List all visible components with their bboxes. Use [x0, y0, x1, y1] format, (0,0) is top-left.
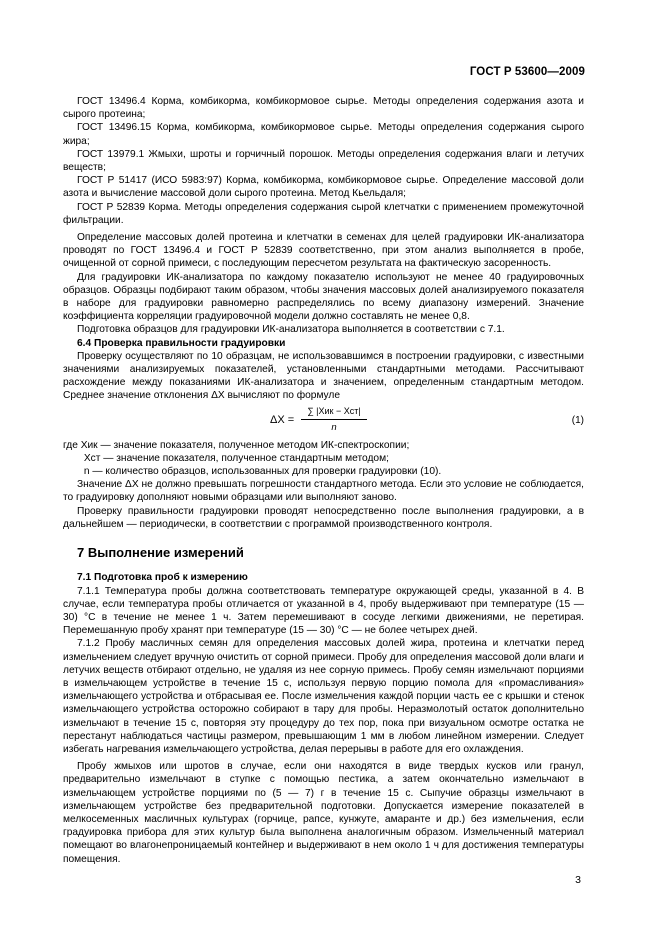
- formula-1: [63, 405, 584, 437]
- section-heading-7-1: 7.1 Подготовка проб к измерению: [77, 572, 248, 584]
- paragraph: Подготовка образцов для градуировки ИК-анализатора выполняется в соответствии с 7.1.: [77, 324, 505, 336]
- paragraph: 7.1.2 Пробу масличных семян для определения массовых долей жира, протеина и клетчатки перед измельчением следует вручную очистить от сорной примеси. Пробу для определения массовой доли влаги и летучих веществ отбирают отдельно, не удаляя из нее сорную примесь. Пробу семян измельчают порциями в измельчающем устройстве в течение 15 с, используя первую порцию помола для «промасливания» измельчающего устройства и отбрасывая ее. После измельчения каждой порции часть ее с крышки и стенок измельчающего устройства осторожно собирают в тару для пробы. Неразмолотый остаток дополнительно измельчают в течение 15 с, повторяя эту процедуру до тех пор, пока при визуальном осмотре остатка не перестанут наблюдаться частицы размером, превышающим 1 мм в любом линейном измерении. Следует избегать нагревания измельчающего устройства, делая перерывы в работе для его охлаждения.: [63, 638, 584, 755]
- where-symbol: Xст —: [83, 452, 114, 464]
- where-line: [63, 439, 584, 452]
- paragraph: Определение массовых долей протеина и клетчатки в семенах для целей градуировки ИК-анализатора проводят по ГОСТ 13496.4 и ГОСТ Р 52839 соответственно, при этом анализ выполняется в пробе, очищенной от сорной примеси, с последующим пересчетом результата на фактическую засоренность.: [63, 232, 584, 270]
- formula-number: (1): [571, 414, 584, 426]
- section-heading-6-4: 6.4 Проверка правильности градуировки: [77, 337, 286, 349]
- where-line: [63, 452, 584, 465]
- where-text: значение показателя, полученное методом ИК-спектроскопии;: [113, 439, 410, 451]
- paragraph: Пробу жмыхов или шротов в случае, если они находятся в виде твердых кусков или гранул, предварительно измельчают в ступке с помощью пестика, а затем окончательно измельчают в измельчающем устройстве порциями по (5 — 7) г в течение 15 с. Сыпучие образцы измельчают в измельчающем устройстве без предварительной подготовки. Допускается измерение показателей в мелкосеменных масличных культурах (горчице, рапсе, кунжуте, амаранте и др.) без измельчения, если градуировка прибора для этих культур была выполнена аналогичным образом. Измельченный материал помещают во влагонепроницаемый контейнер и выдерживают в нем около 1 ч для достижения температуры помещения.: [63, 761, 584, 865]
- paragraph: 7.1.1 Температура пробы должна соответствовать температуре окружающей среды, указанной в 4. В случае, если температура пробы отличается от указанной в 4, пробу выдерживают при температуре (15 — 30) °С в течение не менее 1 ч. Затем перемешивают в сосуде легкими движениями, не перетирая. Перемешанную пробу хранят при температуре (15 — 30) °С — не более четырех дней.: [63, 585, 584, 637]
- paragraph: Значение ΔX не должно превышать погрешности стандартного метода. Если это условие не соблюдается, то градуировку дополняют новыми образцами или выполняют заново.: [63, 479, 584, 504]
- ref-item: ГОСТ Р 52839 Корма. Методы определения содержания сырой клетчатки с применением промежуточной фильтрации.: [63, 201, 584, 226]
- where-symbol: n —: [83, 466, 103, 478]
- ref-item: ГОСТ 13496.4 Корма, комбикорма, комбикормовое сырье. Методы определения содержания азота и сырого протеина;: [63, 96, 584, 121]
- where-text: значение показателя, полученное стандартным методом;: [116, 452, 389, 464]
- ref-item: ГОСТ Р 51417 (ИСО 5983:97) Корма, комбикорма, комбикормовое сырье. Определение массовой доли азота и вычисление массовой доли сырого протеина. Метод Кьельдаля;: [63, 175, 584, 200]
- paragraph: Проверку осуществляют по 10 образцам, не использовавшимся в построении градуировки, с известными значениями анализируемых показателей, установленными стандартными методами. Рассчитывают расхождение между показаниями ИК-анализатора и значением, определенным стандартным методом. Среднее значение отклонения ΔX вычисляют по формуле: [63, 350, 584, 402]
- formula-fraction: [301, 405, 367, 434]
- document-body: [63, 95, 584, 866]
- document-header: ГОСТ Р 53600—2009: [469, 66, 585, 78]
- ref-item: ГОСТ 13979.1 Жмыхи, шроты и горчичный порошок. Методы определения содержания влаги и летучих веществ;: [63, 148, 584, 174]
- where-text: количество образцов, использованных для проверки градуировки (10).: [105, 466, 442, 478]
- section-heading-7: 7 Выполнение измерений: [77, 545, 244, 561]
- paragraph: Для градуировки ИК-анализатора по каждому показателю используют не менее 40 градуировочных образцов. Образцы подбирают таким образом, чтобы значения массовых долей анализируемого показателя в наборе для градуировки равномерно распределялись по всему диапазону измерений. Значение коэффициента корреляции градуировочной модели должно составлять не менее 0,8.: [63, 271, 584, 323]
- formula-lhs: ΔX =: [270, 413, 295, 426]
- paragraph: Проверку правильности градуировки проводят непосредственно после выполнения градуировки, а в дальнейшем — периодически, в соответствии с программой производственного контроля.: [63, 505, 584, 530]
- page-number: 3: [575, 874, 581, 886]
- ref-item: ГОСТ 13496.15 Корма, комбикорма, комбикормовое сырье. Методы определения содержания сырого жира;: [63, 122, 584, 147]
- where-symbol: где Xик —: [63, 439, 111, 451]
- where-line: [63, 465, 584, 478]
- formula-numerator: ∑ |Xик − Xст|: [301, 405, 367, 420]
- formula-denominator: n: [331, 421, 337, 433]
